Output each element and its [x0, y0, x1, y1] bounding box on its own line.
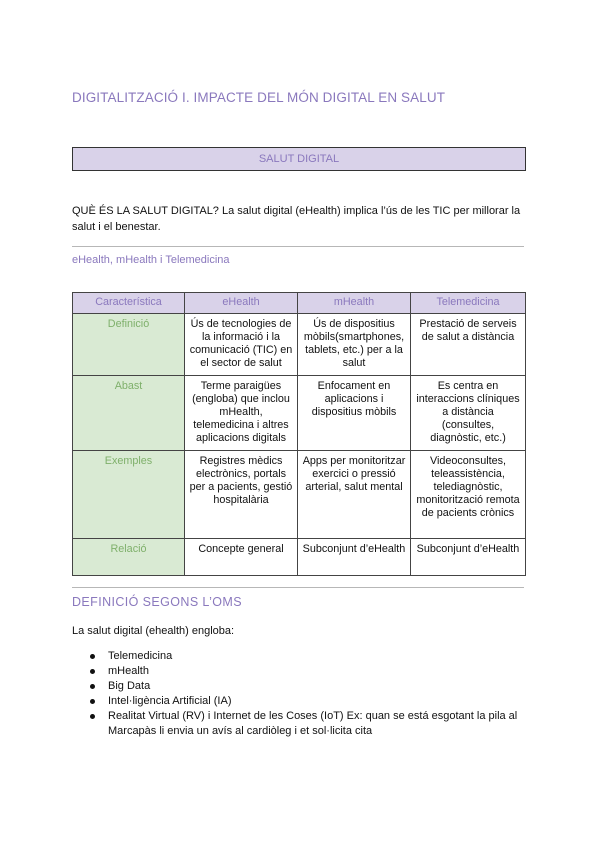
table-cell: Apps per monitoritzar exercici o pressió arterial, salut mental	[298, 451, 411, 539]
divider	[72, 246, 524, 247]
column-header: Característica	[73, 293, 185, 314]
row-header: Definició	[73, 314, 185, 376]
intro-paragraph: QUÈ ÉS LA SALUT DIGITAL? La salut digital (eHealth) implica l’ús de les TIC per millorar la salut i el benestar.	[72, 205, 521, 233]
column-header: Telemedicina	[411, 293, 526, 314]
section-paragraph: La salut digital (ehealth) engloba:	[72, 625, 235, 637]
table-cell: Es centra en interaccions clíniques a distància (consultes, diagnòstic, etc.)	[411, 376, 526, 451]
list-item: Big Data	[90, 679, 530, 694]
row-header: Exemples	[73, 451, 185, 539]
table-cell: Terme paraigües (engloba) que inclou mHealth, telemedicina i altres aplicacions digitals	[185, 376, 298, 451]
table-cell: Registres mèdics electrònics, portals per a pacients, gestió hospitalària	[185, 451, 298, 539]
divider	[72, 587, 524, 588]
list-item: Telemedicina	[90, 649, 530, 664]
table-row	[73, 376, 526, 451]
table-row	[73, 539, 526, 576]
table-cell: Videoconsultes, teleassistència, telediagnòstic, monitorització remota de pacients crònics	[411, 451, 526, 539]
section-banner: SALUT DIGITAL	[72, 147, 526, 171]
table-row	[73, 314, 526, 376]
table-row	[73, 451, 526, 539]
list-item: mHealth	[90, 664, 530, 679]
column-header: mHealth	[298, 293, 411, 314]
list-item: Realitat Virtual (RV) i Internet de les Coses (IoT) Ex: quan se está esgotant la pila al Marcapàs li envia un avís al cardiòleg i et sol·licita cita	[90, 709, 530, 739]
table-header-row	[73, 293, 526, 314]
table-cell: Concepte general	[185, 539, 298, 576]
table-cell: Ús de dispositius mòbils(smartphones, tablets, etc.) per a la salut	[298, 314, 411, 376]
bullet-list	[90, 649, 530, 739]
column-header: eHealth	[185, 293, 298, 314]
comparison-table	[72, 292, 526, 576]
table-cell: Enfocament en aplicacions i dispositius mòbils	[298, 376, 411, 451]
table-cell: Ús de tecnologies de la informació i la comunicació (TIC) en el sector de salut	[185, 314, 298, 376]
table-cell: Subconjunt d’eHealth	[411, 539, 526, 576]
section-heading: DEFINICIÓ SEGONS L’OMS	[72, 595, 242, 609]
row-header: Abast	[73, 376, 185, 451]
row-header: Relació	[73, 539, 185, 576]
table-cell: Subconjunt d’eHealth	[298, 539, 411, 576]
page-title: DIGITALITZACIÓ I. IMPACTE DEL MÓN DIGITAL EN SALUT	[72, 90, 446, 105]
list-item: Intel·ligència Artificial (IA)	[90, 694, 530, 709]
subheading: eHealth, mHealth i Telemedicina	[72, 254, 230, 266]
table-cell: Prestació de serveis de salut a distància	[411, 314, 526, 376]
